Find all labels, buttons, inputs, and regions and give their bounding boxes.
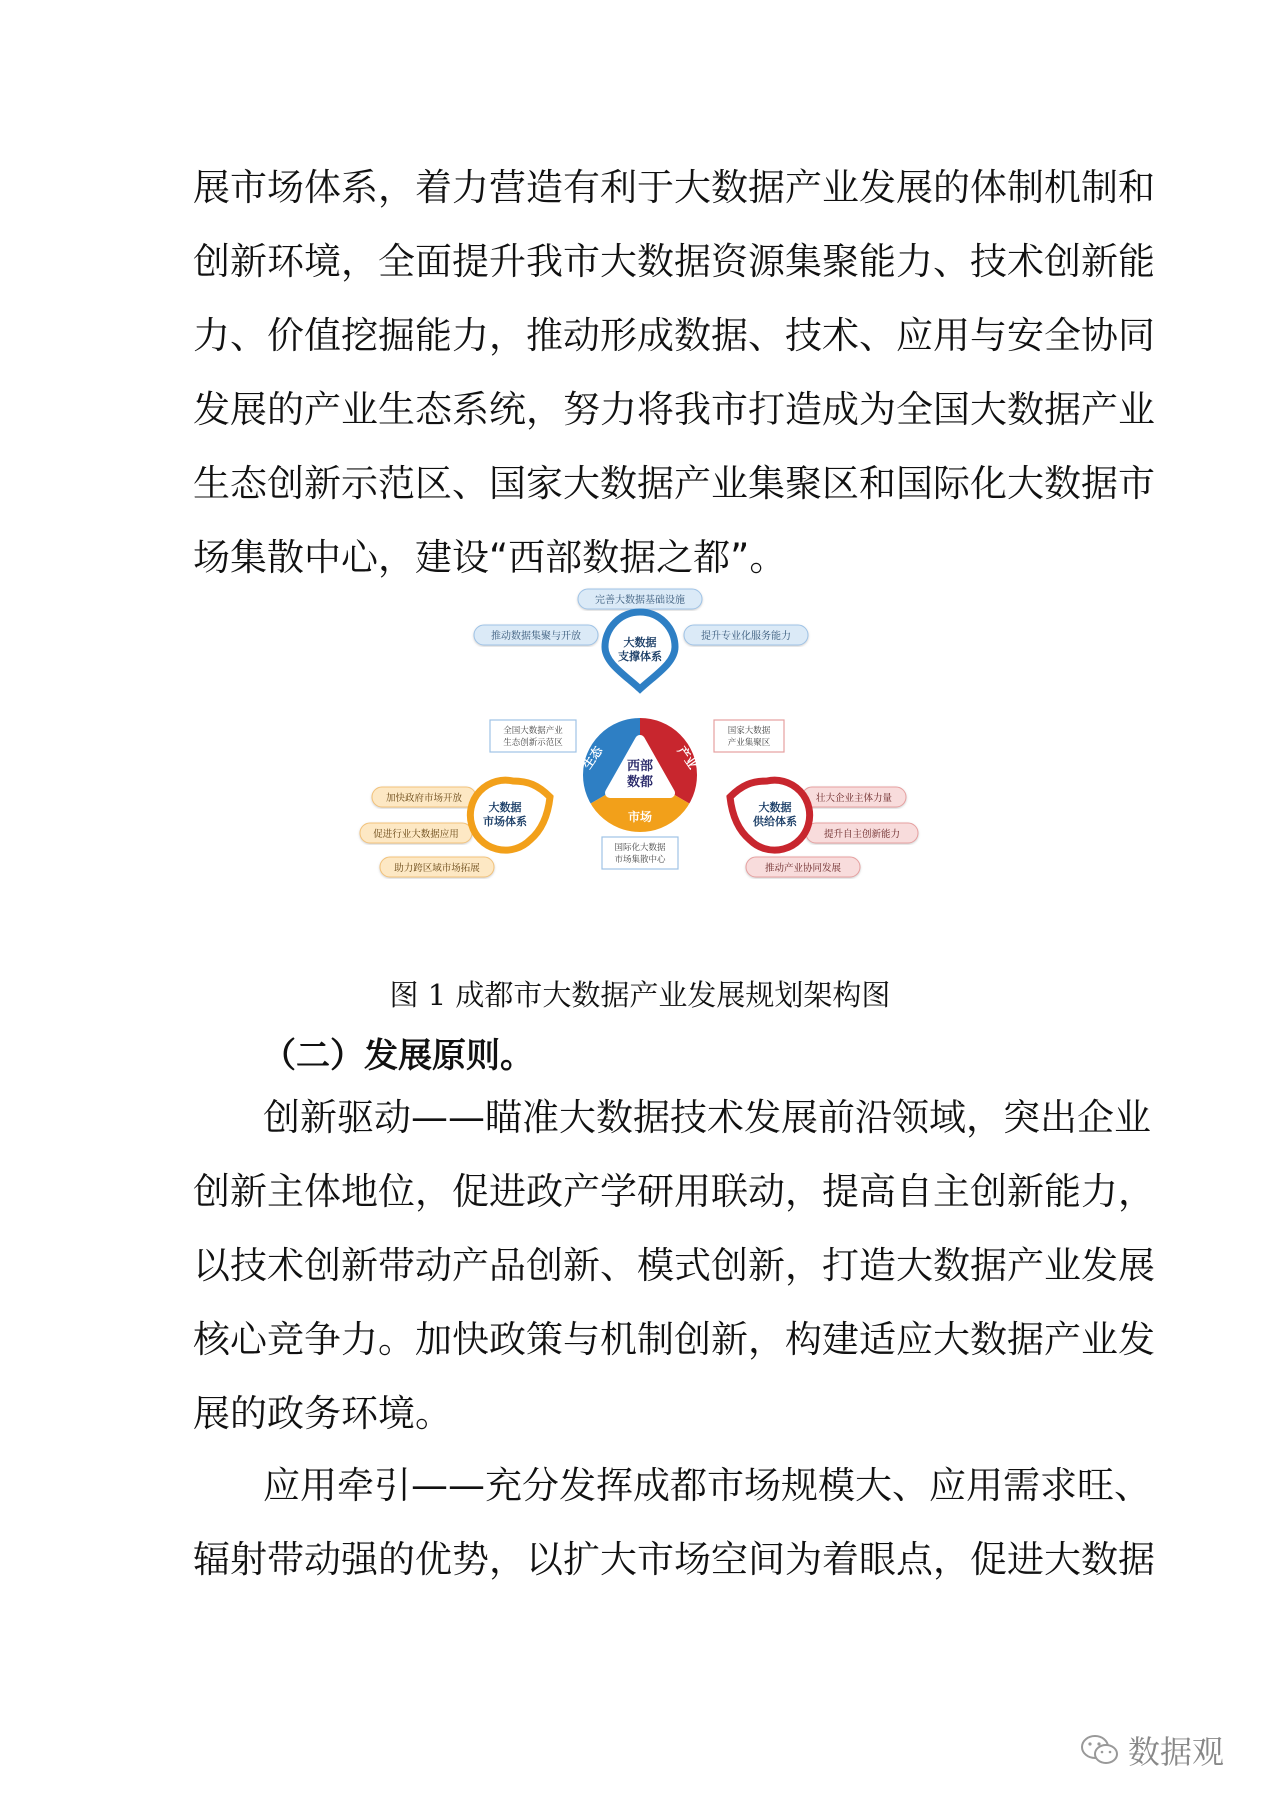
market-box (602, 837, 678, 869)
segment-industry-label: 产业 (674, 743, 700, 772)
ecology-box (490, 720, 576, 752)
market-system-title-2: 市场体系 (483, 815, 527, 828)
pill-support-1-text: 完善大数据基础设施 (595, 595, 685, 606)
pill-supply-2-text: 提升自主创新能力 (823, 829, 901, 840)
paragraph-line: 创新主体地位，促进政产学研用联动，提高自主创新能力， (193, 1170, 1155, 1213)
paragraph-line: 创新驱动——瞄准大数据技术发展前沿领域，突出企业 (263, 1096, 1151, 1139)
center-label-1: 西部 (626, 759, 654, 774)
paragraph-line: 场集散中心，建设“西部数据之都”。 (193, 536, 787, 579)
market-box-line-2: 市场集散中心 (614, 855, 666, 865)
supply-system-title-1: 大数据 (758, 801, 792, 814)
paragraph-line: 展市场体系，着力营造有利于大数据产业发展的体制机制和 (193, 166, 1155, 209)
paragraph-line: 力、价值挖掘能力，推动形成数据、技术、应用与安全协同 (193, 314, 1155, 357)
paragraph-line: 应用牵引——充分发挥成都市场规模大、应用需求旺、 (263, 1464, 1151, 1507)
industry-box (714, 720, 784, 752)
supply-system-pin (730, 780, 810, 850)
pill-support-3-text: 提升专业化服务能力 (701, 631, 791, 642)
paragraph-line: 以技术创新带动产品创新、模式创新，打造大数据产业发展 (193, 1244, 1155, 1287)
market-box-line-1: 国际化大数据 (614, 843, 666, 853)
industry-box-line-2: 产业集聚区 (727, 738, 771, 748)
figure-caption: 图 1 成都市大数据产业发展规划架构图 (389, 978, 891, 1012)
pill-market-1-text: 加快政府市场开放 (385, 793, 463, 804)
paragraph-line: 创新环境，全面提升我市大数据资源集聚能力、技术创新能 (193, 240, 1155, 283)
pill-supply-3-text: 推动产业协同发展 (764, 863, 842, 874)
architecture-diagram (340, 585, 940, 940)
ecology-box-line-1: 全国大数据产业 (503, 726, 563, 736)
support-system-title-2: 支撑体系 (618, 650, 662, 663)
paragraph-line: 辐射带动强的优势，以扩大市场空间为着眼点，促进大数据 (193, 1538, 1155, 1581)
watermark-text: 数据观 (1128, 1733, 1225, 1771)
watermark (1080, 1725, 1224, 1775)
segment-market-label: 市场 (627, 810, 653, 824)
section-heading: （二）发展原则。 (262, 1036, 534, 1076)
central-circle (579, 717, 700, 833)
pill-support-2-text: 推动数据集聚与开放 (491, 631, 581, 642)
pill-supply-1-text: 壮大企业主体力量 (815, 793, 893, 804)
paragraph-3 (193, 1449, 1155, 1597)
paragraph-line: 展的政务环境。 (193, 1392, 452, 1435)
market-system-pin (470, 780, 550, 850)
paragraph-1 (193, 151, 1155, 595)
industry-box-line-1: 国家大数据 (727, 726, 771, 736)
support-system-pin (605, 612, 675, 689)
pill-market-3-text: 助力跨区域市场拓展 (394, 863, 480, 874)
wechat-icon (1080, 1733, 1120, 1767)
paragraph-2 (193, 1081, 1155, 1451)
paragraph-line: 核心竞争力。加快政策与机制创新，构建适应大数据产业发 (193, 1318, 1155, 1361)
ecology-box-line-2: 生态创新示范区 (503, 738, 563, 748)
support-system-title-1: 大数据 (623, 636, 657, 649)
market-system-title-1: 大数据 (488, 801, 522, 814)
paragraph-line: 生态创新示范区、国家大数据产业集聚区和国际化大数据市 (193, 462, 1155, 505)
segment-ecology-label: 生态 (580, 743, 606, 772)
pill-market-2-text: 促进行业大数据应用 (373, 829, 459, 840)
supply-system-title-2: 供给体系 (753, 815, 797, 828)
center-label-2: 数都 (626, 775, 654, 790)
paragraph-line: 发展的产业生态系统，努力将我市打造成为全国大数据产业 (193, 388, 1155, 431)
